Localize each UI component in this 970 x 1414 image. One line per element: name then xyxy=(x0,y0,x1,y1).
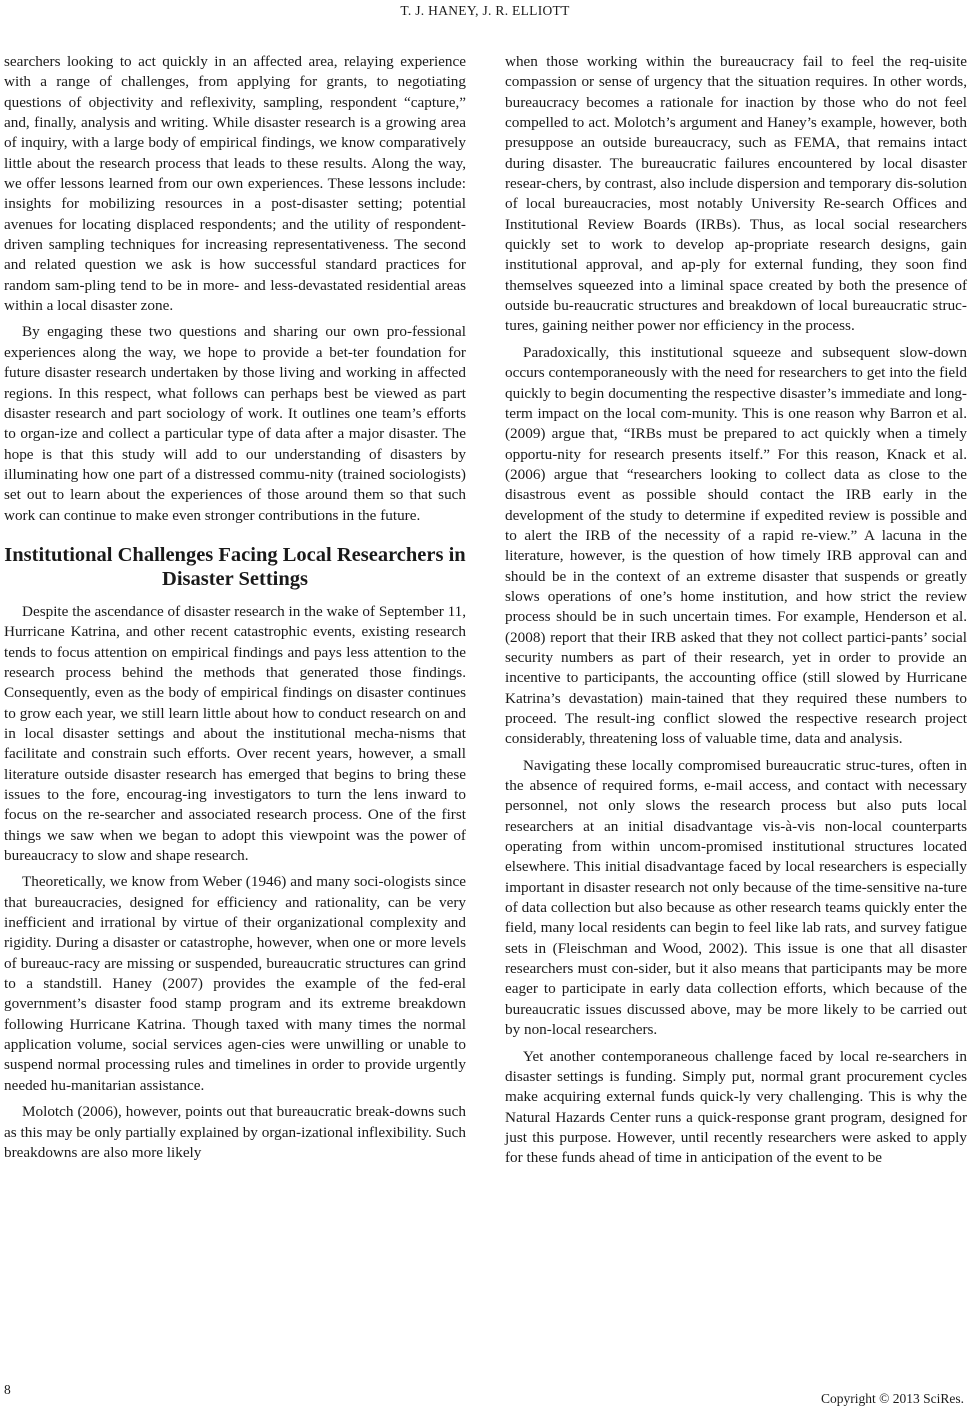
paragraph: searchers looking to act quickly in an affected area, relaying experience with a range of challenges, from applying for grants, to negotiating questions of objectivity and reflexivity, sampling, respondent “capture,” and, finally, analysis and writing. While disaster research is a growing area of inquiry, with a large body of empirical findings, we know comparatively little about the research process that leads to these results. Along the way, we offer lessons learned from our own experiences. These lessons include: insights for mobilizing resources in a post-disaster setting; potential avenues for locating displaced respondents; and the utility of respondent-driven sampling techniques for increasing representativeness. The second and related question we ask is how successful standard practices for random sam-pling tend to be in more- and less-devastated residential areas within a local disaster zone. xyxy=(4,53,466,315)
paragraph: Despite the ascendance of disaster research in the wake of September 11, Hurricane Katrina, and other recent catastrophic events, existing research tends to focus attention on empirical findings and pays less attention to the research process behind the methods that generated those findings. Consequently, even as the body of empirical findings on disaster continues to grow each year, we still learn little about how to conduct research on and in local disaster settings and about the institutional mecha-nisms that facilitate and constrain such efforts. Over recent years, however, a small literature outside disaster research has emerged that begins to bring these issues to the fore, encourag-ing investigators to turn the lens inward to focus on the re-searcher and associated research process. One of the first things we saw when we began to adopt this viewpoint was the power of bureaucracy to slow and shape research. xyxy=(4,602,466,865)
paragraph: when those working within the bureaucracy fail to feel the req-uisite compassion or sense of urgency that the situation requires. In other words, bureaucracy becomes a rationale for inaction by those who do not feel compelled to act. Molotch’s argument and Haney’s example, however, both presuppose an outside bureaucracy, such as FEMA, that remains intact during disaster. The bureaucratic failures encountered by local disaster resear-chers, by contrast, also include dispersion and temporary dis-solution of local bureaucracies, most notably University Re-search Offices and Institutional Review Boards (IRBs). Thus, as local social researchers quickly set to work to develop ap-propriate research designs, gain institutional approval, and ap-ply for external funding, they soon find themselves squeezed into a liminal space created by both the presence of outside bu-reaucratic structures and breakdown of local bureaucratic struc-tures, gaining neither power nor efficiency in the process. xyxy=(505,53,967,335)
section-heading: Institutional Challenges Facing Local Researchers in Disaster Settings xyxy=(4,543,466,590)
paragraph: Molotch (2006), however, points out that bureaucratic break-downs such as this may be only partially explained by organ-izational inflexibility. Such breakdowns are also more likely xyxy=(4,1103,466,1161)
copyright-notice: Copyright © 2013 SciRes. xyxy=(820,1391,964,1406)
paragraph: Theoretically, we know from Weber (1946) and many soci-ologists since that bureaucracies, designed for efficiency and rationality, can be very inefficient and irrational by virtue of their organizational complexity and rigidity. During a disaster or catastrophe, however, when one or more levels of bureauc-racy are missing or suspended, bureaucratic structures can grind to a standstill. Haney (2007) provides the example of the fed-eral government’s disaster food stamp program and its extreme breakdown following Hurricane Katrina. Though taxed with many times the normal application volume, social services agen-cies were unwilling or unable to suspend normal processing rules and timelines in order to provide urgently needed hu-manitarian assistance. xyxy=(4,873,466,1094)
page-number: 8 xyxy=(4,1382,11,1397)
paragraph: Navigating these locally compromised bureaucratic struc-tures, often in the absence of required forms, e-mail access, and contact with necessary personnel, not only slows the research process but also puts local researchers at an initial disadvantage vis-à-vis non-local counterparts operating from within uncom-promised institutional structures located elsewhere. This initial disadvantage faced by local researchers is especially important in disaster research not only because of the time-sensitive na-ture of data collection but also because as other research teams quickly enter the field, many local residents can begin to feel like lab rats, and survey fatigue sets in (Fleischman and Wood, 2002). This issue is one that all disaster researchers must con-sider, but it also means that participants may be more eager to participate in early data collection efforts, which because of the bureaucratic issues discussed above, may be more likely to be carried out by non-local researchers. xyxy=(505,756,967,1039)
left-column xyxy=(4,52,466,1163)
right-column xyxy=(505,52,967,1169)
paragraph: By engaging these two questions and sharing our own pro-fessional experiences along the way, we hope to provide a bet-ter foundation for future disaster research undertaken by those living and working in affected regions. In this respect, what follows can perhaps best be viewed as part disaster research and part sociology of work. It outlines one team’s efforts to organ-ize and collect a particular type of data after a major disaster. The hope is that this study will add to our understanding of disasters by illuminating how one part of a distressed commu-nity (trained sociologists) set out to learn about the experiences of those around them so that such work can continue to make even stronger contributions in the future. xyxy=(4,323,466,524)
paragraph: Yet another contemporaneous challenge faced by local re-searchers in disaster settings is funding. Simply put, normal grant procurement cycles make acquiring external funds quick-ly very challenging. This is why the Natural Hazards Center runs a quick-response grant program, designed for just this purpose. However, until recently researchers were asked to apply for these funds ahead of time in anticipation of the event to be xyxy=(505,1047,967,1167)
paragraph: Paradoxically, this institutional squeeze and subsequent slow-down occurs contemporaneously with the need for researchers to get into the field quickly to begin documenting the respective disaster’s immediate and long-term impact on the local com-munity. This is one reason why Barron et al. (2009) argue that, “IRBs must be prepared to act quickly when a timely opportu-nity for research presents itself.” For this reason, Knack et al. (2006) argue that “researchers looking to collect data as close to the disastrous event as possible should contact the IRB early in the development of the study to determine if expedited review is possible and to alert the IRB of the necessity of a rapid re-view.” A lacuna in the literature, however, is the question of how timely IRB approval can and should be in the context of an extreme disaster that suspends or greatly slows operations of one’s home institution, and how strict the review process should be in such uncertain times. For example, Henderson et al. (2008) report that their IRB asked that they not collect partici-pants’ social security numbers as part of their research, yet in order to provide an incentive to participants, the accounting office (still slowed by Hurricane Katrina’s devastation) main-tained that they required these numbers to proceed. The result-ing conflict slowed the respective research project considerably, threatening loss of valuable time, data and analysis. xyxy=(505,343,967,748)
running-head: T. J. HANEY, J. R. ELLIOTT xyxy=(400,3,570,18)
